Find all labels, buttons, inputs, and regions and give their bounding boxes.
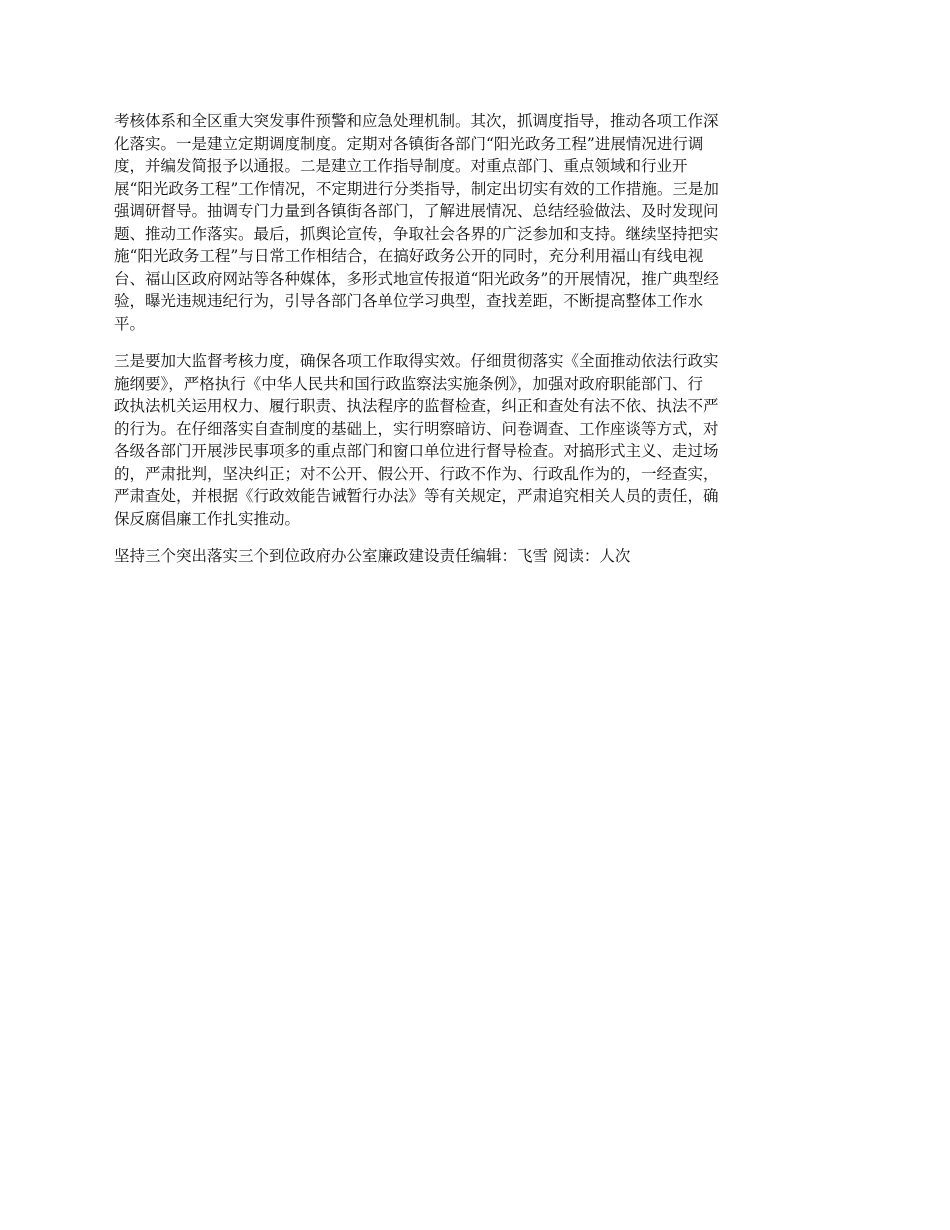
- paragraph-2: 三是要加大监督考核力度，确保各项工作取得实效。仔细贯彻落实《全面推动依法行政实 施纲要》，严格执行《中华人民共和国行政监察法实施条例》，加强对政府职能部门、行 政执法机关运用权力、履行职责、执法程序的监督检查，纠正和查处有法不依、执法不严 的行为。在仔细落实自查制度的基础上，实行明察暗访、问卷调查、工作座谈等方式，对 各级各部门开展涉民事项多的重点部门和窗口单位进行督导检查。对搞形式主义、走过场 的，严肃批判，坚决纠正；对不公开、假公开、行政不作为、行政乱作为的，一经查实， 严肃查处，并根据《行政效能告诫暂行办法》等有关规定，严肃追究相关人员的责任，确 保反腐倡廉工作扎实推动。: [114, 352, 719, 528]
- document-body: [114, 110, 840, 568]
- paragraph-1: 考核体系和全区重大突发事件预警和应急处理机制。其次，抓调度指导，推动各项工作深 化落实。一是建立定期调度制度。定期对各镇街各部门“阳光政务工程”进展情况进行调 度，并编发简报予以通报。二是建立工作指导制度。对重点部门、重点领域和行业开 展“阳光政务工程”工作情况，不定期进行分类指导，制定出切实有效的工作措施。三是加 强调研督导。抽调专门力量到各镇街各部门，了解进展情况、总结经验做法、及时发现问 题、推动工作落实。最后，抓舆论宣传，争取社会各界的广泛参加和支持。继续坚持把实 施“阳光政务工程”与日常工作相结合，在搞好政务公开的同时，充分利用福山有线电视 台、福山区政府网站等各种媒体，多形式地宣传报道“阳光政务”的开展情况，推广典型经 验，曝光违规违纪行为，引导各部门各单位学习典型，查找差距，不断提高整体工作水 平。: [114, 112, 719, 333]
- article-footer: 坚持三个突出落实三个到位政府办公室廉政建设责任编辑：飞雪 阅读：人次: [114, 547, 631, 565]
